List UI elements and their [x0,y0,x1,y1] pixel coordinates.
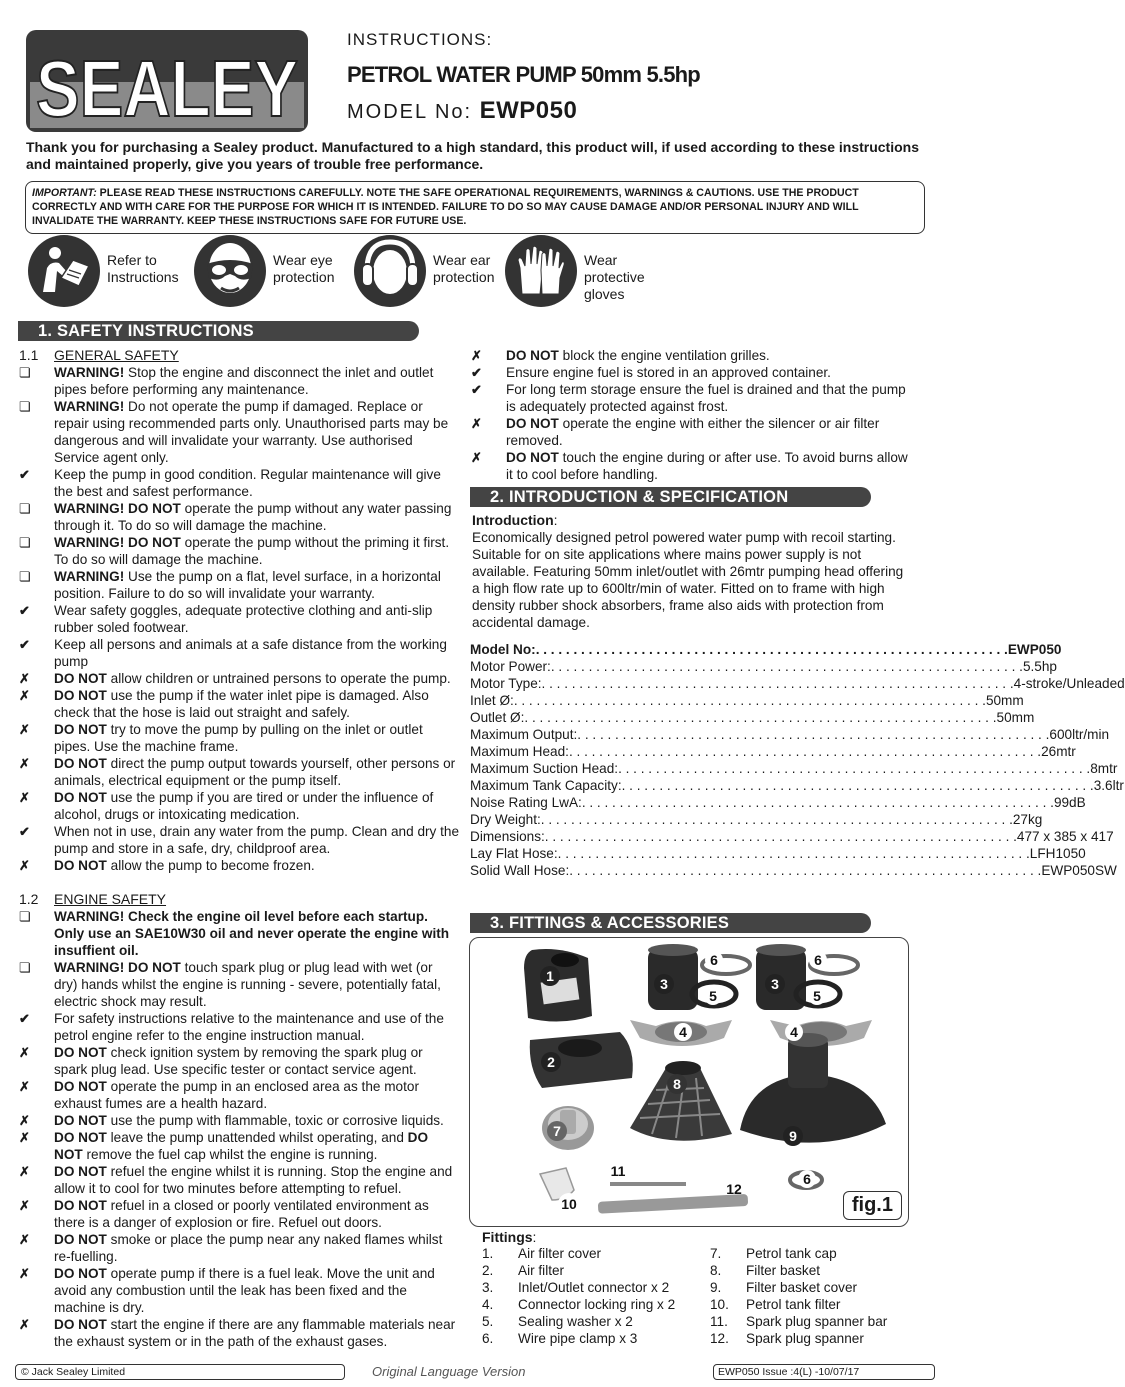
svg-text:6: 6 [814,952,822,968]
item-text: operate the pump in an enclosed area as the motor exhaust fumes are a health hazard. [54,1079,419,1111]
spec-leader-dots [551,658,1023,675]
tick-icon: ✔ [471,382,482,397]
spec-value: LFH1050 [1029,846,1086,861]
safety-item [19,1129,459,1163]
logo-text: SEALEY [36,44,298,133]
spec-leader-dots [542,675,1014,692]
cross-icon: ✗ [19,688,30,703]
item-text: smoke or place the pump near any naked flames whilst re-fuelling. [54,1232,443,1264]
icon-label-eye: Wear eye protection [273,252,335,285]
spec-row [470,692,1024,709]
item-emphasis: DO NOT [54,790,107,805]
item-text: refuel in a closed or poorly ventilated environment as there is a danger of explosion or fire. Refuel out doors. [54,1198,429,1230]
warning-box-icon: ❏ [19,535,31,550]
spec-leader-dots [618,760,1090,777]
cross-icon: ✗ [19,671,30,686]
item-text: use the pump if the water inlet pipe is damaged. Also check that the hose is laid out straight and safely. [54,688,429,720]
fitting-item [482,1245,675,1262]
fitting-item [482,1262,675,1279]
safety-item [19,908,459,959]
spec-value: 600ltr/min [1049,727,1110,742]
spec-label: Motor Power: [470,659,551,674]
item-text: operate the engine with either the silencer or air filter removed. [506,416,880,448]
engine-safety-number: 1.2 [19,891,39,907]
fitting-item [482,1296,675,1313]
svg-text:2: 2 [547,1054,555,1070]
spec-row [470,743,1076,760]
gloves-icon [504,234,578,308]
item-text: use the pump with flammable, toxic or corrosive liquids. [106,1113,444,1128]
spec-label: Inlet Ø: [470,693,514,708]
spec-leader-dots [569,743,1041,760]
item-emphasis: DO NOT [54,1266,107,1281]
safety-item [19,1163,459,1197]
safety-item [471,347,916,364]
item-text: Keep all persons and animals at a safe distance from the working pump [54,637,447,669]
item-text: allow the pump to become frozen. [106,858,315,873]
item-emphasis: WARNING! [54,399,125,414]
spec-row [470,641,1062,658]
item-emphasis: DO NOT [54,1232,107,1247]
cross-icon: ✗ [19,1113,30,1128]
item-emphasis: DO NOT [506,348,559,363]
tick-icon: ✔ [19,467,30,482]
icon-label-ear: Wear ear protection [433,252,495,285]
safety-item [19,1265,459,1316]
item-text: touch the engine during or after use. To avoid burns allow it to cool before handling. [506,450,908,482]
item-emphasis: DO NOT [54,1113,107,1128]
general-safety-heading [19,347,459,364]
model-label: MODEL No: [347,101,480,123]
fitting-number: 1. [482,1246,494,1261]
fitting-number: 12. [710,1331,729,1346]
cross-icon: ✗ [19,1045,30,1060]
fitting-item [710,1330,887,1347]
item-emphasis: DO NOT [506,450,559,465]
item-text: allow children or untrained persons to operate the pump. [106,671,451,686]
general-safety-title: GENERAL SAFETY [54,347,179,363]
fitting-name: Spark plug spanner [746,1331,864,1346]
item-emphasis: DO NOT [54,1130,429,1162]
fittings-list-left [482,1245,675,1347]
safety-list-right [471,347,916,483]
cross-icon: ✗ [19,1130,30,1145]
fittings-list-right [710,1245,887,1347]
fitting-name: Filter basket [746,1263,821,1278]
fitting-item [482,1279,675,1296]
spec-row [470,862,1117,879]
safety-item [19,398,459,466]
item-emphasis: WARNING! [54,365,125,380]
item-text: refuel the engine whilst it is running. Stop the engine and allow it to cool for two minutes before attempting to refuel. [54,1164,453,1196]
spec-value: 3.6ltr [1093,778,1124,793]
fitting-number: 11. [710,1314,728,1329]
spec-leader-dots [545,828,1017,845]
cross-icon: ✗ [19,790,30,805]
spec-label: Dimensions: [470,829,545,844]
tick-icon: ✔ [471,365,482,380]
item-text: operate the pump without the priming it first. To do so will damage the machine. [54,535,450,567]
safety-item [19,755,459,789]
fitting-name: Air filter cover [518,1246,602,1261]
safety-item [19,823,459,857]
fitting-name: Spark plug spanner bar [746,1314,888,1329]
spec-leader-dots [536,641,1008,658]
cross-icon: ✗ [19,858,30,873]
item-text: use the pump if you are tired or under the influence of alcohol, drugs or intoxicating medication. [54,790,434,822]
warning-box-icon: ❏ [19,365,31,380]
general-safety-number: 1.1 [19,347,39,363]
spec-leader-dots [524,709,996,726]
cross-icon: ✗ [471,348,482,363]
spec-value: 99dB [1053,795,1086,810]
item-emphasis: DO NOT [54,722,107,737]
svg-text:8: 8 [673,1076,681,1092]
important-notice [25,181,925,234]
fitting-number: 3. [482,1280,494,1295]
cross-icon: ✗ [19,1164,30,1179]
tick-icon: ✔ [19,603,30,618]
item-emphasis: DO NOT [54,858,107,873]
filter-basket-cover-drawing [740,1033,886,1143]
cross-icon: ✗ [471,450,482,465]
fitting-number: 8. [710,1263,722,1278]
svg-text:11: 11 [610,1163,626,1179]
spec-label: Lay Flat Hose: [470,846,558,861]
fitting-number: 7. [710,1246,722,1261]
svg-text:3: 3 [660,976,668,992]
safety-item [19,670,459,687]
spec-label: Motor Type: [470,676,542,691]
spec-leader-dots [541,811,1013,828]
warning-box-icon: ❏ [19,501,31,516]
filter-basket-drawing [630,1061,732,1141]
item-text: block the engine ventilation grilles. [558,348,770,363]
warning-box-icon: ❏ [19,399,31,414]
item-emphasis: DO NOT [54,1317,107,1332]
fitting-item [482,1313,675,1330]
general-safety-items [19,364,459,874]
engine-safety-heading [19,891,459,908]
fitting-name: Wire pipe clamp x 3 [518,1331,638,1346]
icon-label-gloves: Wear protective gloves [584,252,645,302]
spec-label: Maximum Suction Head: [470,761,619,776]
cross-icon: ✗ [19,756,30,771]
introduction-label-text: Introduction [472,512,554,528]
spec-row [470,811,1043,828]
fitting-item [710,1296,887,1313]
spec-row [470,658,1057,675]
fitting-item [710,1313,887,1330]
fitting-number: 9. [710,1280,722,1295]
item-emphasis: DO NOT [54,756,107,771]
spec-label: Solid Wall Hose: [470,863,570,878]
item-text: For long term storage ensure the fuel is drained and that the pump is adequately protected against frost. [506,382,906,414]
cross-icon: ✗ [19,1266,30,1281]
spec-row [470,845,1086,862]
fitting-name: Petrol tank cap [746,1246,837,1261]
fittings-illustration [470,938,910,1228]
safety-item [19,1197,459,1231]
cross-icon: ✗ [19,1317,30,1332]
safety-item [471,364,916,381]
spec-label: Maximum Head: [470,744,569,759]
spec-row [470,777,1124,794]
section-1-heading: 1. SAFETY INSTRUCTIONS [18,321,419,341]
fitting-number: 10. [710,1297,729,1312]
cross-icon: ✗ [19,722,30,737]
fittings-figure [469,937,909,1227]
item-emphasis: WARNING! [54,569,125,584]
safety-item [19,1316,459,1350]
cross-icon: ✗ [19,1079,30,1094]
important-text: PLEASE READ THESE INSTRUCTIONS CAREFULLY. NOTE THE SAFE OPERATIONAL REQUIREMENTS, WARNINGS & CAUTIONS. USE THE PRODUCT CORRECTLY AND WITH CARE FOR THE PURPOSE FOR WHICH IT IS INTENDED. FAILURE TO DO SO MAY CAUSE DAMAGE AND/OR PERSONAL INJURY AND WILL INVALIDATE THE WARRANTY. KEEP THESE INSTRUCTIONS SAFE FOR FUTURE USE. [32,187,859,227]
spec-value: 4-stroke/Unleaded [1013,676,1125,691]
svg-text:7: 7 [553,1123,561,1139]
cross-icon: ✗ [19,1232,30,1247]
safety-item [19,602,459,636]
spec-value: 26mtr [1041,744,1076,759]
svg-text:4: 4 [679,1024,687,1040]
item-emphasis: DO NOT [54,1045,107,1060]
svg-text:9: 9 [789,1128,797,1144]
fitting-number: 4. [482,1297,494,1312]
safety-item [19,1231,459,1265]
warning-box-icon: ❏ [19,909,31,924]
spec-value: 8mtr [1090,761,1118,776]
item-text: start the engine if there are any flammable materials near the exhaust system or in the path of the exhaust gases. [54,1317,456,1349]
spec-leader-dots [569,862,1041,879]
svg-text:5: 5 [709,988,717,1004]
item-text: Keep the pump in good condition. Regular maintenance will give the best and safest performance. [54,467,441,499]
safety-item [19,721,459,755]
item-emphasis: DO NOT [54,671,107,686]
fitting-number: 6. [482,1331,494,1346]
spec-label: Maximum Output: [470,727,578,742]
item-emphasis: WARNING! DO NOT [54,501,181,516]
spacer [19,874,459,891]
spec-row [470,828,1114,845]
fitting-name: Filter basket cover [746,1280,858,1295]
safety-item [19,789,459,823]
item-text: Wear safety goggles, adequate protective clothing and anti-slip rubber soled footwear. [54,603,433,635]
item-emphasis: DO NOT [54,1079,107,1094]
fitting-name: Sealing washer x 2 [518,1314,633,1329]
item-emphasis: DO NOT [54,1198,107,1213]
spec-row [470,726,1110,743]
safety-item [19,1078,459,1112]
safety-item [19,1010,459,1044]
tick-icon: ✔ [19,824,30,839]
inlet-connector-drawing-a [648,944,698,1010]
item-text: Stop the engine and disconnect the inlet and outlet pipes before performing any maintenance. [54,365,434,397]
item-text: When not in use, drain any water from the pump. Clean and dry the pump and store in a safe, dry, childproof area. [54,824,460,856]
ear-defenders-icon [353,234,427,308]
safety-icons-row [27,234,767,308]
safety-item [19,1112,459,1129]
fitting-item [710,1245,887,1262]
spec-value: 477 x 385 x 417 [1016,829,1114,844]
svg-text:10: 10 [561,1196,577,1212]
item-text: try to move the pump by pulling on the inlet or outlet pipes. Use the machine frame. [54,722,423,754]
model-line [347,97,577,125]
safety-item [19,857,459,874]
spec-value: EWP050SW [1041,863,1117,878]
spec-value: 50mm [996,710,1035,725]
item-text: Use the pump on a flat, level surface, in a horizontal position. Failure to do so will invalidate your warranty. [54,569,441,601]
introduction-label: Introduction: [472,512,558,528]
spec-value: 27kg [1012,812,1043,827]
fitting-item [482,1330,675,1347]
item-text: Ensure engine fuel is stored in an approved container. [506,365,831,380]
specification-table [470,641,1125,879]
item-text: direct the pump output towards yourself, other persons or animals, electrical equipment or the pump itself. [54,756,456,788]
spec-row [470,794,1086,811]
safety-item [19,687,459,721]
fitting-name: Air filter [518,1263,565,1278]
fitting-number: 2. [482,1263,494,1278]
copyright-notice: © Jack Sealey Limited [15,1364,345,1380]
fittings-label-text: Fittings [482,1229,533,1245]
spec-label: Dry Weight: [470,812,541,827]
model-number: EWP050 [479,97,578,124]
page-title: PETROL WATER PUMP 50mm 5.5hp [347,62,700,87]
important-label: IMPORTANT: [32,187,97,199]
item-emphasis: WARNING! DO NOT [54,960,181,975]
safety-item [19,500,459,534]
svg-text:6: 6 [710,952,718,968]
item-text: leave the pump unattended whilst operating, and [106,1130,408,1145]
item-text: Do not operate the pump if damaged. Replace or repair using recommended parts only. Unauthorised parts may be dangerous and will invalidate your warranty. Use authorised Service agent only. [54,399,449,465]
item-emphasis: DO NOT [54,688,107,703]
fitting-item [710,1262,887,1279]
svg-text:3: 3 [771,976,779,992]
svg-text:6: 6 [803,1171,811,1187]
section-2-heading: 2. INTRODUCTION & SPECIFICATION [470,487,871,507]
air-filter-cover-drawing [524,949,592,1022]
item-text: remove the fuel cap whilst the engine is running. [82,1147,378,1162]
icon-label-instructions: Refer to Instructions [107,252,179,285]
spec-row [470,760,1118,777]
item-emphasis: DO NOT [54,1164,107,1179]
spec-label: Noise Rating LwA: [470,795,582,810]
safety-list-left [19,347,459,1350]
safety-item [19,959,459,1010]
safety-item [471,381,916,415]
safety-item [19,568,459,602]
spec-leader-dots [582,794,1054,811]
fitting-name: Petrol tank filter [746,1297,841,1312]
goggles-icon [193,234,267,308]
engine-safety-items [19,908,459,1350]
item-text: operate pump if there is a fuel leak. Move the unit and avoid any combustion until the leak has been fixed and the machine is dry. [54,1266,435,1315]
fitting-name: Connector locking ring x 2 [518,1297,676,1312]
svg-text:12: 12 [726,1181,742,1197]
item-text: touch spark plug or plug lead with wet (or dry) hands whilst the engine is running - severe, potentially fatal, electric shock may result. [54,960,441,1009]
item-text: operate the pump without any water passing through it. To do so will damage the machine. [54,501,452,533]
item-text: For safety instructions relative to the maintenance and use of the petrol engine refer to the engine instruction manual. [54,1011,444,1043]
section-3-heading: 3. FITTINGS & ACCESSORIES [470,913,871,933]
spec-row [470,675,1125,692]
spec-leader-dots [514,692,986,709]
svg-text:5: 5 [813,988,821,1004]
cross-icon: ✗ [471,416,482,431]
spec-leader-dots [622,777,1094,794]
sealey-logo [26,30,308,132]
instructions-label: INSTRUCTIONS: [347,30,493,49]
introduction-text: Economically designed petrol powered water pump with recoil starting. Suitable for on site applications where mains power supply is not available. Featuring 50mm inlet/outlet with 26mtr pumping head offering a high flow rate up to 600ltr/min of water. Fitted on to frame with high density rubber shock absorbers, frame also aids with protection from accidental damage. [472,530,904,630]
safety-item [19,534,459,568]
spec-row [470,709,1035,726]
safety-item [19,466,459,500]
manual-icon [27,234,101,308]
spec-value: 50mm [985,693,1024,708]
fittings-label: Fittings: [482,1229,537,1245]
safety-item [471,449,916,483]
thanks-paragraph: Thank you for purchasing a Sealey product. Manufactured to a high standard, this product will, if used according to these instructions and maintained properly, give you years of trouble free performance. [26,139,919,172]
spec-leader-dots [558,845,1030,862]
spec-label: Outlet Ø: [470,710,525,725]
safety-item [19,1044,459,1078]
safety-item [471,415,916,449]
fitting-number: 5. [482,1314,494,1329]
safety-item [19,364,459,398]
item-text: check ignition system by removing the spark plug or spark plug lead. Use specific tester or contact service agent. [54,1045,423,1077]
warning-box-icon: ❏ [19,569,31,584]
warning-box-icon: ❏ [19,960,31,975]
spec-label: Maximum Tank Capacity: [470,778,622,793]
item-emphasis: DO NOT [506,416,559,431]
svg-text:4: 4 [790,1024,798,1040]
tick-icon: ✔ [19,1011,30,1026]
tick-icon: ✔ [19,637,30,652]
item-emphasis: DO NOT [54,1130,107,1145]
spanner-bar-drawing [610,1182,686,1186]
safety-item [19,636,459,670]
item-emphasis: WARNING! DO NOT [54,535,181,550]
svg-text:1: 1 [546,968,554,984]
spec-value: EWP050 [1007,642,1062,657]
spec-value: 5.5hp [1022,659,1057,674]
spec-label: Model No: [470,642,536,657]
item-emphasis: WARNING! Check the engine oil level before each startup. Only use an SAE10W30 oil and never operate the engine with insuffient oil. [54,909,450,958]
cross-icon: ✗ [19,1198,30,1213]
fitting-name: Inlet/Outlet connector x 2 [518,1280,670,1295]
issue-info: EWP050 Issue :4(L) -10/07/17 [713,1364,935,1380]
engine-safety-title: ENGINE SAFETY [54,891,167,907]
spec-leader-dots [577,726,1049,743]
figure-label: fig.1 [843,1191,902,1220]
fitting-item [710,1279,887,1296]
language-version: Original Language Version [372,1364,526,1379]
